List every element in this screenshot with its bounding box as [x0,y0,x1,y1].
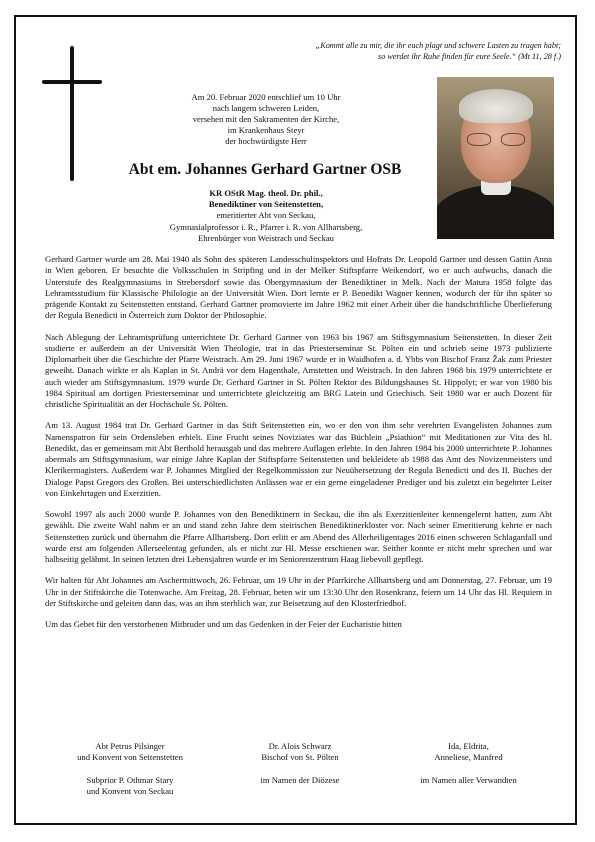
bible-quote [181,40,561,62]
signature: im Namen aller Verwandten [420,775,517,785]
deceased-titles: KR OStR Mag. theol. Dr. phil., Benediktiner von Seitenstetten, emeritierter Abt von Seckau, Gymnasialprofessor i. R., Pfarrer i. R. von Allhartsberg, Ehrenbürger von Weistrach und Seckau [169,188,363,243]
quote-line: „Kommt alle zu mir, die ihr euch plagt und schwere Lasten zu tragen habt; [315,41,561,50]
paragraph: Gerhard Gartner wurde am 28. Mai 1940 als Sohn des späteren Landesschulinspektors und Hofrats Dr. Leopold Gartner und dessen Gattin Anna in Wien geboren. Er besuchte die Volksschulen in Stripfing und in der Melker Stiftspfarre Weikendorf, wo er auch aufwuchs, danach die Unterstufe des Realgymnasiums in Strebersdorf sowie das Obergymnasium der Benediktiner in Melk. Nach der Matura 1958 folgte das Lehramtsstudium für Klassische Philologie an der Universität Wien. Dort lernte er P. Benedikt Wagner kennen, wodurch der für ihn später so prägende Kontakt zu Seitenstetten entstand. Gerhard Gartner promovierte im Jahre 1962 mit einer Arbeit über die handschriftliche Überlieferung der Regula Benedicti in Österreich zum Doktor der Philosophie. [45,254,552,321]
paragraph: Am 13. August 1984 trat Dr. Gerhard Gartner in das Stift Seitenstetten ein, wo er den von ihm sehr verehrten Evangelisten Johannes zum Namenspatron für sein Ordensleben erhielt. Eine Frucht seines Noviziates war das Büchlein „Psiathion“ mit Meditationen zur Vita des hl. Benedikt, das er gemeinsam mit Abt Berthold herausgab und das mehrere Auflagen erlebte. In den Jahren 1984 bis 2000 unterrichtete P. Johannes abermals am Stiftsgymnasium, war einige Jahre Kaplan der Stiftspfarre Seitenstetten und bekleidete ab 1988 das Amt des Novizenmeisters und Klerikermagisters. Außerdem war P. Johannes Mitglied der Regelkommission zur Neuübersetzung der Regula Benedicti und des II. Buches der Dialoge Papst Gregors des Großen. Bei unterschiedlichsten Anlässen war er ein gerne eingeladener Prediger und bis zuletzt ein begehrter Leiter von Einkehrtagen und Exerzitien. [45,420,552,498]
signature: Subprior P. Othmar Stary und Konvent von Seckau [86,775,174,796]
paragraph: Nach Ablegung der Lehramtsprüfung unterrichtete Dr. Gerhard Gartner von 1963 bis 1967 am Stiftsgymnasium Seitenstetten. In dieser Zeit studierte er außerdem an der Universität Wien Theologie, trat in das Priesterseminar St. Pölten ein und schrieb seine 1973 publizierte Diplomarbeit über die Geschichte der Pfarre Weistrach. Am 29. Juni 1967 wurde er in Waidhofen a. d. Ybbs von Bischof Franz Žak zum Priester geweiht. Danach wirkte er als Kaplan in St. Andrä vor dem Hagenthale, Amstetten und Weistrach. In den Jahren 1968 bis 1979 unterrichtete er auch wieder am Stiftsgymnasium. 1979 wurde Dr. Gerhard Gartner in St. Pölten Rektor des Bildungshauses St. Hippolyt; er war von 1980 bis 1984 Spiritual am dortigen Priesterseminar und unterrichtete gleichzeitig am BRG Latein und Griechisch. Seit 1980 war er auch Dozent für christliche Spiritualität an der Hochschule St. Pölten. [45,331,552,409]
paragraph: Sowohl 1997 als auch 2000 wurde P. Johannes von den Benediktinern in Seckau, die ihn als Exerzitienleiter kennengelernt hatten, zum Abt gewählt. Die zweite Wahl nahm er an und stand zehn Jahre dem steirischen Benediktinerkloster vor. Nach seiner Emeritierung kehrte er nach Seitenstetten zurück und übernahm die Pfarre Allhartsberg. Dort erlitt er am Abend des Allerheiligentages 2016 einen schweren Schlaganfall und wurde erst am folgenden Allerseelentag gefunden, als er nicht zur Hl. Messe erschienen war. Seither konnte er nicht mehr sprechen und war halbseitig gelähmt. In seinen letzten drei Lebensjahren wurde er im Seniorenzentrum Haag liebevoll gepflegt. [45,509,552,564]
signature: im Namen der Diözese [260,775,340,785]
cross-icon [70,46,74,181]
signature: Ida, Eldrita, Anneliese, Manfred [434,741,503,762]
quote-line: so werdet ihr Ruhe finden für eure Seele.“ (Mt 11, 28 f.) [378,52,561,61]
paragraph: Um das Gebet für den verstorbenen Mitbruder und um das Gedenken in der Feier der Eucharistie bitten [45,619,402,629]
paragraph: Wir halten für Abt Johannes am Aschermittwoch, 26. Februar, um 19 Uhr in der Pfarrkirche Allhartsberg und am Donnerstag, 27. Februar, um 19 Uhr in der Stiftskirche die Totenwache. Am Freitag, 28. Februar, beten wir um 13:30 Uhr den Rosenkranz, feiern um 14 Uhr das Hl. Requiem in der Stiftskirche und geleiten dann das, was an ihm sterblich war, zur Beisetzung auf den Klosterfriedhof. [45,575,552,608]
death-announcement: Am 20. Februar 2020 entschlief um 10 Uhr nach langem schweren Leiden, versehen mit den Sakramenten der Kirche, im Krankenhaus Steyr der hochwürdigste Herr [191,92,341,146]
signature: Dr. Alois Schwarz Bischof von St. Pölten [261,741,339,762]
portrait-photo [437,77,554,239]
signature: Abt Petrus Pilsinger und Konvent von Seitenstetten [77,741,183,762]
deceased-name: Abt em. Johannes Gerhard Gartner OSB [128,161,402,178]
cross-icon-bar [42,80,102,84]
biography-text [45,254,552,640]
